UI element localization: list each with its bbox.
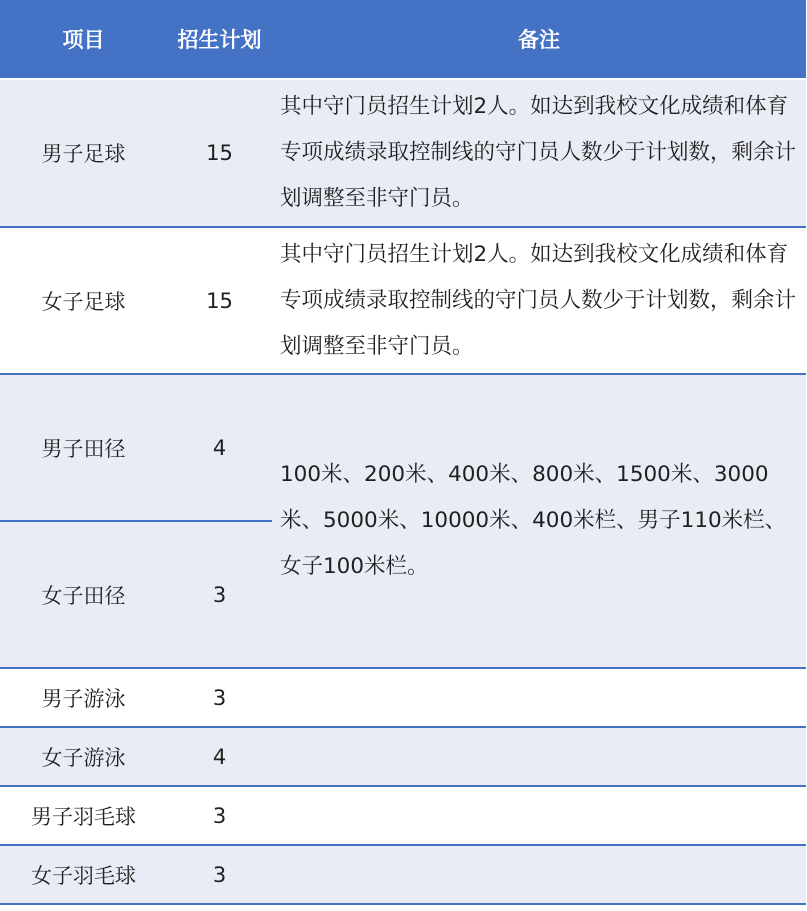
item-cell: 男子足球 [0,79,167,227]
item-cell: 女子羽毛球 [0,845,167,904]
item-cell: 男子羽毛球 [0,786,167,845]
note-cell [272,727,806,786]
note-cell [272,668,806,727]
header-row [0,0,806,79]
header-plan: 招生计划 [167,0,272,79]
plan-cell: 3 [167,845,272,904]
header-note: 备注 [272,0,806,79]
table-row [0,727,806,786]
plan-cell: 3 [167,786,272,845]
note-cell [272,786,806,845]
plan-cell: 15 [167,79,272,227]
note-cell: 其中守门员招生计划2人。如达到我校文化成绩和体育专项成绩录取控制线的守门员人数少于计划数，剩余计划调整至非守门员。 [272,227,806,374]
item-cell: 女子游泳 [0,727,167,786]
table-row [0,227,806,374]
plan-cell: 3 [167,668,272,727]
table-row [0,79,806,227]
note-cell: 其中守门员招生计划2人。如达到我校文化成绩和体育专项成绩录取控制线的守门员人数少于计划数，剩余计划调整至非守门员。 [272,79,806,227]
item-cell: 女子足球 [0,227,167,374]
item-cell: 男子游泳 [0,668,167,727]
item-cell: 男子田径 [0,374,167,521]
plan-cell: 15 [167,227,272,374]
table-row [0,374,806,521]
table-row [0,786,806,845]
note-cell: 100米、200米、400米、800米、1500米、3000米、5000米、10000米、400米栏、男子110米栏、女子100米栏。 [272,374,806,668]
note-cell [272,845,806,904]
plan-cell: 3 [167,521,272,668]
plan-cell: 4 [167,727,272,786]
table-row [0,668,806,727]
table-row [0,845,806,904]
item-cell: 女子田径 [0,521,167,668]
header-item: 项目 [0,0,167,79]
plan-cell: 4 [167,374,272,521]
